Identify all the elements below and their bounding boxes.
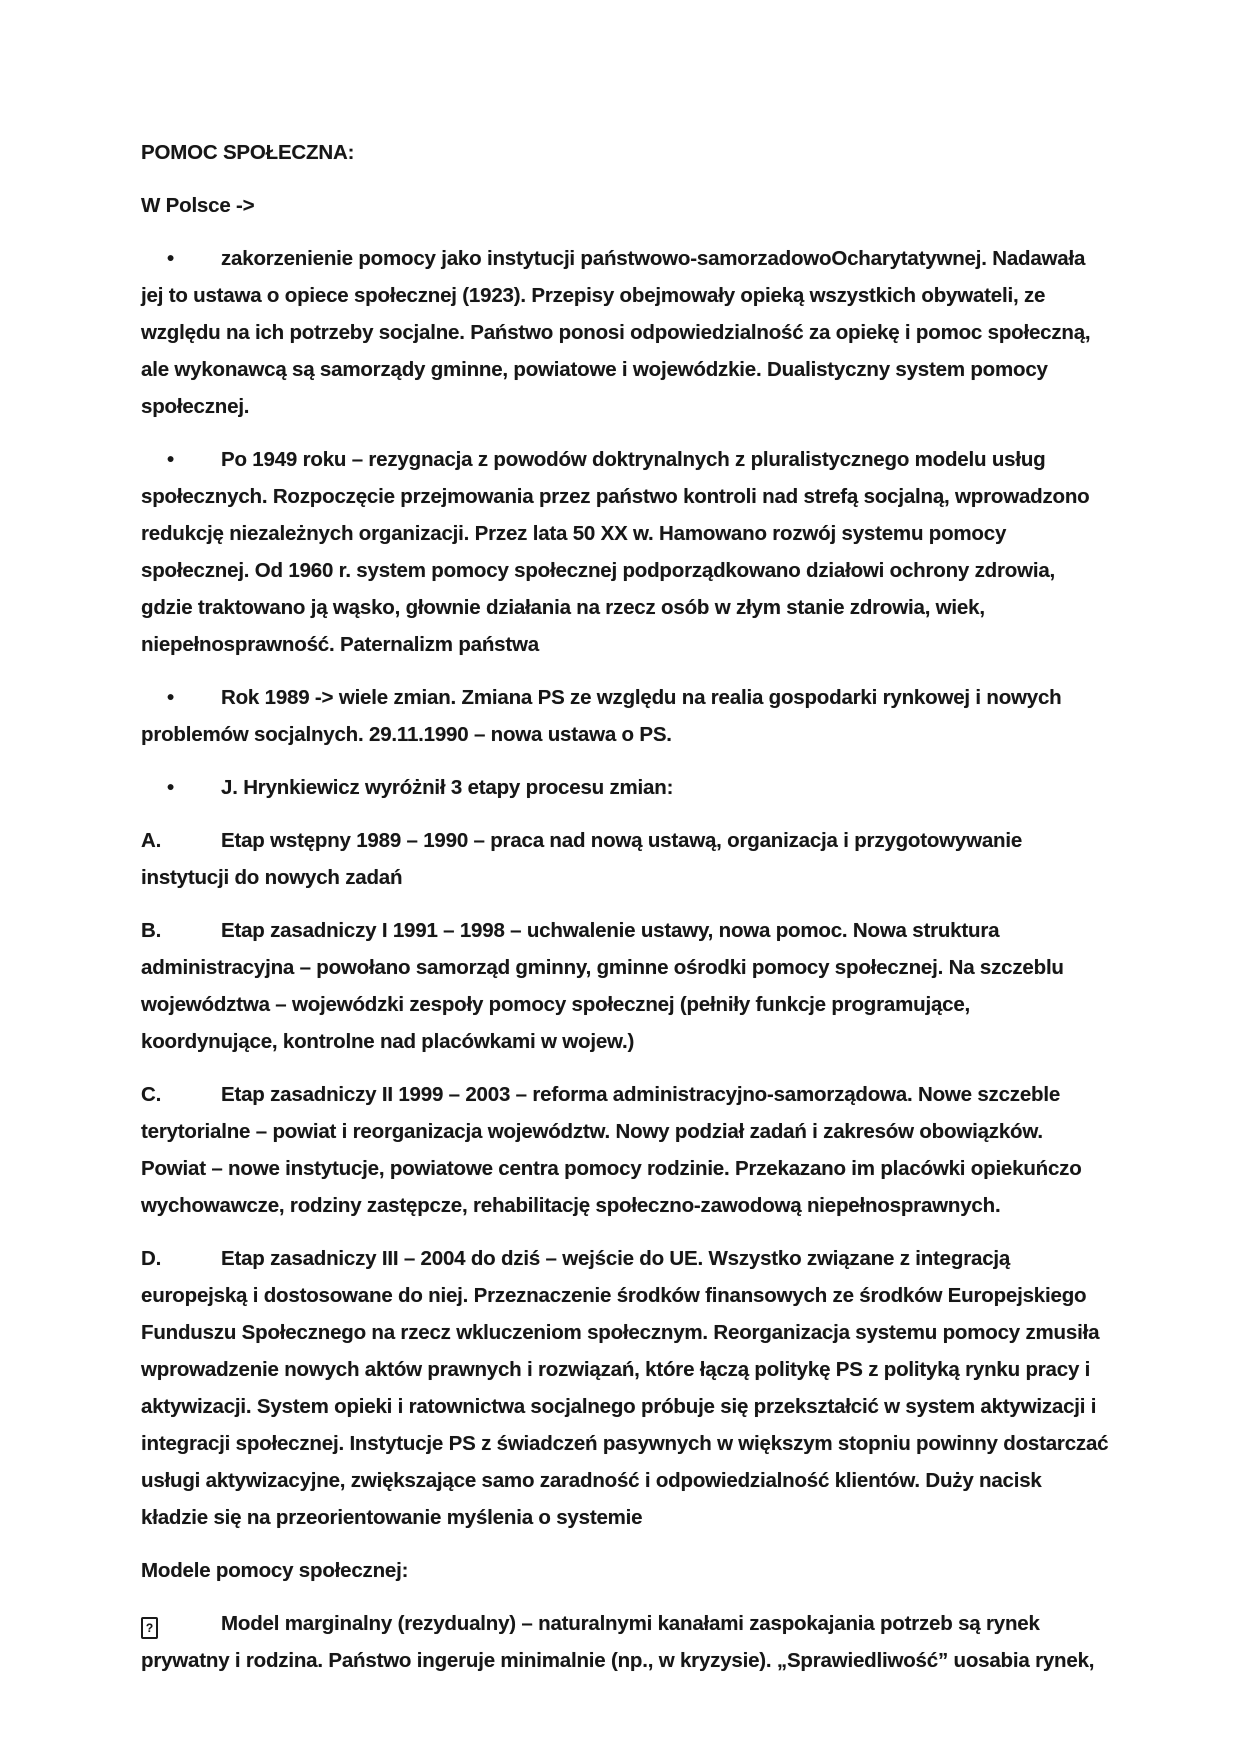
lettered-item-text: Etap zasadniczy II 1999 – 2003 – reforma administracyjno-samorządowa. Nowe szczeble terytorialne – powiat i reorganizacja województw. Nowy podział zadań i zakresów obowiązków. Powiat – nowe instytucje, powiatowe centra pomocy rodzinie. Przekazano im placówki opiekuńczo wychowawcze, rodziny zastępcze, rehabilitację społeczno-zawodową niepełnosprawnych. <box>141 1083 1082 1217</box>
bullet-item-zakorzenienie <box>141 240 1110 425</box>
intro-line <box>141 187 1110 224</box>
bullet-marker: • <box>167 448 174 471</box>
bullet-item-rok-1989 <box>141 679 1110 753</box>
lettered-item-text: Etap zasadniczy III – 2004 do dziś – wejście do UE. Wszystko związane z integracją europejską i dostosowane do niej. Przeznaczenie środków finansowych ze środków Europejskiego Funduszu Społecznego na rzecz wkluczeniom społecznym. Reorganizacja systemu pomocy zmusiła wprowadzenie nowych aktów prawnych i rozwiązań, które łączą politykę PS z polityką rynku pracy i aktywizacji. System opieki i ratownictwa socjalnego próbuje się przekształcić w system aktywizacji i integracji społecznej. Instytucje PS z świadczeń pasywnych w większym stopniu powinny dostarczać usługi aktywizacyjne, zwiększające samo zaradność i odpowiedzialność klientów. Duży nacisk kładzie się na przeorientowanie myślenia o systemie <box>141 1247 1109 1529</box>
bullet-item-po-1949 <box>141 441 1110 663</box>
letter-marker-a: A. <box>141 829 162 852</box>
lettered-item-d <box>141 1240 1110 1536</box>
bullet-marker: • <box>167 686 174 709</box>
section-heading-text: Modele pomocy społecznej: <box>141 1559 409 1582</box>
doc-title-text: POMOC SPOŁECZNA: <box>141 141 355 164</box>
bullet-item-text: Po 1949 roku – rezygnacja z powodów doktrynalnych z pluralistycznego modelu usług społecznych. Rozpoczęcie przejmowania przez państwo kontroli nad strefą socjalną, wprowadzono redukcję niezależnych organizacji. Przez lata 50 XX w. Hamowano rozwój systemu pomocy społecznej. Od 1960 r. system pomocy społecznej podporządkowano działowi ochrony zdrowia, gdzie traktowano ją wąsko, głownie działania na rzecz osób w złym stanie zdrowia, wiek, niepełnosprawność. Paternalizm państwa <box>141 448 1090 656</box>
missing-glyph-icon: ? <box>141 1617 158 1639</box>
model-marginalny-item <box>141 1605 1110 1679</box>
bullet-marker: • <box>167 776 174 799</box>
bullet-item-text: J. Hrynkiewicz wyróżnił 3 etapy procesu zmian: <box>221 776 674 799</box>
bullet-marker: • <box>167 247 174 270</box>
doc-title <box>141 134 1110 171</box>
lettered-item-a <box>141 822 1110 896</box>
model-marginalny-text: Model marginalny (rezydualny) – naturalnymi kanałami zaspokajania potrzeb są rynek prywatny i rodzina. Państwo ingeruje minimalnie (np., w kryzysie). „Sprawiedliwość” uosabia rynek, <box>141 1612 1095 1672</box>
section-heading-modele <box>141 1552 1110 1589</box>
lettered-item-text: Etap zasadniczy I 1991 – 1998 – uchwalenie ustawy, nowa pomoc. Nowa struktura administracyjna – powołano samorząd gminny, gminne ośrodki pomocy społecznej. Na szczeblu województwa – wojewódzki zespoły pomocy społecznej (pełniły funkcje programujące, koordynujące, kontrolne nad placówkami w wojew.) <box>141 919 1064 1053</box>
intro-line-text: W Polsce -> <box>141 194 255 217</box>
lettered-item-b <box>141 912 1110 1060</box>
letter-marker-c: C. <box>141 1083 162 1106</box>
missing-glyph-marker <box>141 1605 221 1642</box>
lettered-item-c <box>141 1076 1110 1224</box>
bullet-item-text: Rok 1989 -> wiele zmian. Zmiana PS ze względu na realia gospodarki rynkowej i nowych problemów socjalnych. 29.11.1990 – nowa ustawa o PS. <box>141 686 1062 746</box>
letter-marker-d: D. <box>141 1247 162 1270</box>
bullet-item-text: zakorzenienie pomocy jako instytucji państwowo-samorzadowoOcharytatywnej. Nadawała jej to ustawa o opiece społecznej (1923). Przepisy obejmowały opieką wszystkich obywateli, ze względu na ich potrzeby socjalne. Państwo ponosi odpowiedzialność za opiekę i pomoc społeczną, ale wykonawcą są samorządy gminne, powiatowe i wojewódzkie. Dualistyczny system pomocy społecznej. <box>141 247 1091 418</box>
letter-marker-b: B. <box>141 919 162 942</box>
bullet-item-hrynkiewicz <box>141 769 1110 806</box>
lettered-item-text: Etap wstępny 1989 – 1990 – praca nad nową ustawą, organizacja i przygotowywanie instytucji do nowych zadań <box>141 829 1023 889</box>
